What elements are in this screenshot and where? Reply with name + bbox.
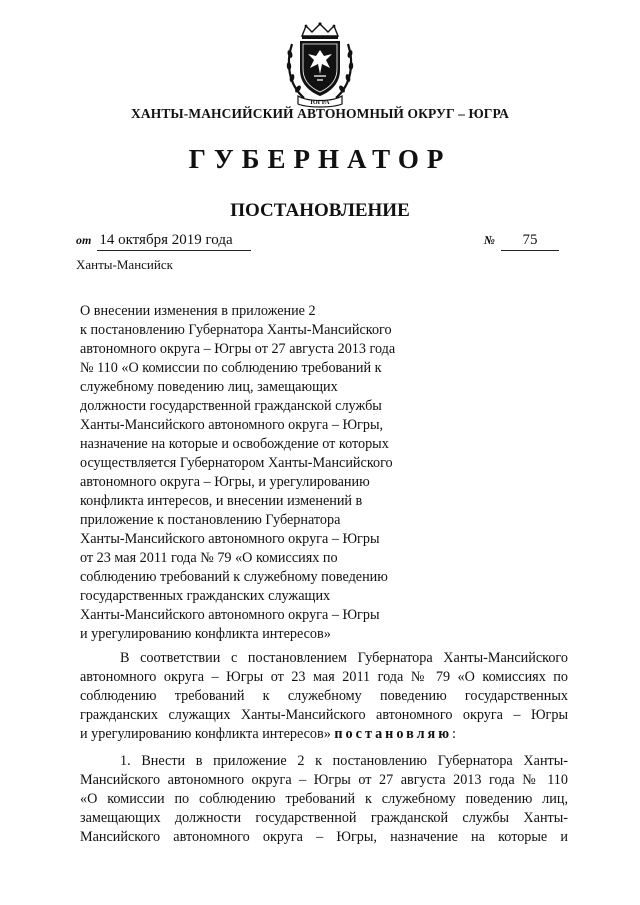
title-line: служебному поведению лиц, замещающих — [80, 379, 338, 395]
paragraph-line: «О комиссии по соблюдению требований к служебному поведению лиц, — [80, 791, 568, 807]
title-line: должности государственной гражданской службы — [80, 398, 382, 414]
document-type: ПОСТАНОВЛЕНИЕ — [230, 200, 410, 221]
title-line: к постановлению Губернатора Ханты-Мансийского — [80, 322, 392, 338]
title-line: Ханты-Мансийского автономного округа – Югры, — [80, 417, 384, 433]
document-city: Ханты-Мансийск — [76, 257, 173, 272]
title-line: автономного округа – Югры от 27 августа 2013 года — [80, 341, 396, 357]
title-line: О внесении изменения в приложение 2 — [80, 303, 316, 319]
title-line: автономного округа – Югры, и урегулированию — [80, 474, 370, 490]
title-line: от 23 мая 2011 года № 79 «О комиссиях по — [80, 550, 338, 566]
decree-verb: постановляю — [334, 726, 453, 742]
paragraph-line: замещающих должности государственной гражданской службы Ханты- — [80, 810, 568, 826]
emblem-ribbon-text: ЮГРА — [310, 99, 330, 106]
number-line — [484, 232, 559, 251]
date-line — [76, 232, 251, 251]
authority-title: ГУБЕРНАТОР — [188, 144, 452, 174]
clause-1-paragraph — [80, 752, 568, 847]
paragraph-line: гражданских служащих Ханты-Мансийского автономного округа – Югры — [80, 707, 568, 723]
title-line: государственных гражданских служащих — [80, 588, 331, 604]
paragraph-line: 1. Внести в приложение 2 к постановлению Губернатора Ханты- — [120, 753, 568, 769]
paragraph-line: Мансийского автономного округа – Югры, назначение на которые и — [80, 829, 568, 845]
paragraph-line: Мансийского автономного округа – Югры от 27 августа 2013 года № 110 — [80, 772, 568, 788]
title-line: назначение на которые и освобождение от которых — [80, 436, 389, 452]
title-line: конфликта интересов, и внесении изменений в — [80, 493, 363, 509]
coat-of-arms-icon — [284, 22, 356, 108]
region-name: ХАНТЫ-МАНСИЙСКИЙ АВТОНОМНЫЙ ОКРУГ – ЮГРА — [131, 106, 509, 121]
document-title — [80, 302, 410, 644]
document-date: 14 октября 2019 года — [97, 232, 251, 251]
document-number: 75 — [501, 232, 559, 251]
title-line: № 110 «О комиссии по соблюдению требований к — [80, 360, 382, 376]
paragraph-line: автономного округа – Югры от 23 мая 2011 года № 79 «О комиссиях по — [80, 669, 568, 685]
number-prefix: № — [484, 233, 495, 247]
paragraph-line — [80, 725, 568, 744]
title-line: Ханты-Мансийского автономного округа – Югры — [80, 607, 380, 623]
date-prefix: от — [76, 233, 92, 247]
preamble-paragraph — [80, 649, 568, 744]
title-line: Ханты-Мансийского автономного округа – Югры — [80, 531, 380, 547]
paragraph-line: В соответствии с постановлением Губернатора Ханты-Мансийского — [120, 650, 568, 666]
title-line: приложение к постановлению Губернатора — [80, 512, 341, 528]
paragraph-last-line: и урегулированию конфликта интересов» — [80, 726, 331, 742]
title-line: осуществляется Губернатором Ханты-Мансийского — [80, 455, 393, 471]
title-line: соблюдению требований к служебному поведению — [80, 569, 388, 585]
decree-verb-end: : — [452, 726, 456, 742]
paragraph-line: соблюдению требований к служебному поведению государственных — [80, 688, 568, 704]
title-line: и урегулированию конфликта интересов» — [80, 626, 331, 642]
